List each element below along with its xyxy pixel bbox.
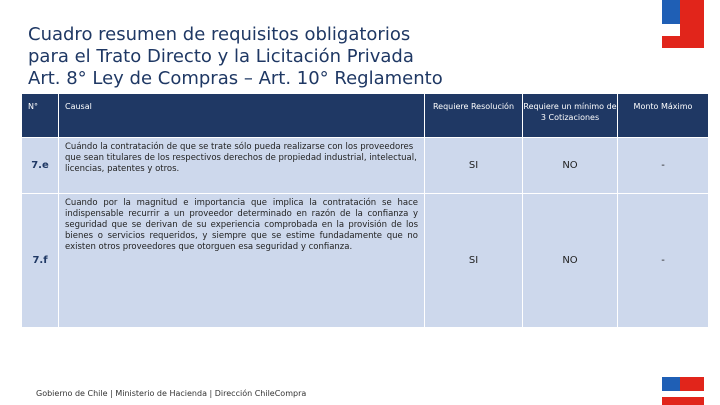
title-line-1: Cuadro resumen de requisitos obligatorios (28, 24, 411, 45)
header-cotizaciones: Requiere un mínimo de 3 Cotizaciones (523, 94, 618, 138)
table-row (22, 194, 709, 328)
row-cotizaciones: NO (523, 194, 618, 328)
row-monto: - (618, 194, 709, 328)
header-causal: Causal (59, 94, 425, 138)
requirements-table (21, 93, 709, 328)
table-header-row (22, 94, 709, 138)
row-resolucion: SI (425, 194, 523, 328)
table-row (22, 138, 709, 194)
footer-text: Gobierno de Chile | Ministerio de Hacienda | Dirección ChileCompra (36, 389, 307, 398)
slide-title (28, 24, 548, 90)
row-cotizaciones: NO (523, 138, 618, 194)
row-causal: Cuándo la contratación de que se trate sólo pueda realizarse con los proveedores que sean titulares de los respectivos derechos de propiedad industrial, intelectual, licencias, patentes y otros. (59, 138, 425, 194)
row-number: 7.f (22, 194, 59, 328)
row-causal: Cuando por la magnitud e importancia que implica la contratación se hace indispensable recurrir a un proveedor determinado en razón de la confianza y seguridad que se derivan de su experiencia comprobada en la provisión de los bienes o servicios requeridos, y siempre que se estime fundadamente que no existen otros proveedores que otorguen esa seguridad y confianza. (59, 194, 425, 328)
header-resolucion: Requiere Resolución (425, 94, 523, 138)
row-resolucion: SI (425, 138, 523, 194)
title-line-2: para el Trato Directo y la Licitación Privada (28, 46, 414, 67)
chile-flag-logo-bottom (662, 377, 704, 405)
header-num: N° (22, 94, 59, 138)
row-number: 7.e (22, 138, 59, 194)
title-line-3: Art. 8° Ley de Compras – Art. 10° Reglamento (28, 68, 443, 89)
row-monto: - (618, 138, 709, 194)
header-monto: Monto Máximo (618, 94, 709, 138)
chile-flag-logo-top (662, 0, 704, 48)
